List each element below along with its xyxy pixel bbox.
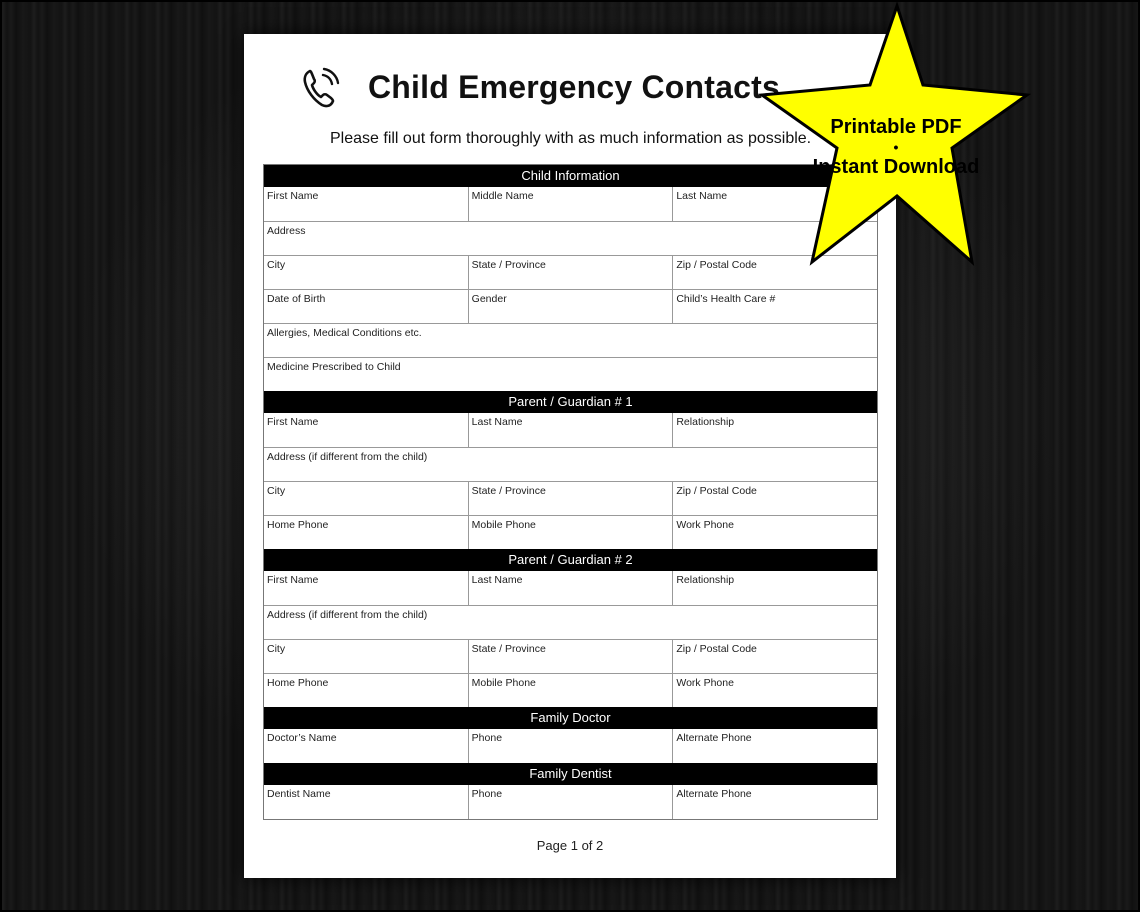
badge-separator: • (893, 139, 899, 155)
page-title: Child Emergency Contacts (368, 68, 781, 105)
form-field[interactable]: Child’s Health Care # (672, 290, 877, 323)
page-number: Page 1 of 2 (536, 838, 604, 853)
form-row (264, 357, 877, 391)
form-row (264, 571, 877, 605)
form-field[interactable]: Home Phone (267, 519, 329, 531)
phone-ringing-icon (302, 66, 340, 108)
form-field[interactable]: Last Name (672, 187, 877, 221)
form-field[interactable]: Last Name (468, 413, 673, 447)
form-field[interactable]: City (267, 259, 286, 271)
form-field[interactable]: Zip / Postal Code (672, 256, 877, 289)
form-field[interactable]: Work Phone (672, 516, 877, 549)
form-field[interactable]: Alternate Phone (672, 729, 877, 763)
badge-line-printable: Printable PDF (830, 116, 962, 138)
form-field[interactable]: Doctor’s Name (267, 732, 337, 744)
form-field[interactable]: Relationship (672, 571, 877, 605)
form-row (264, 289, 877, 323)
form-row (264, 323, 877, 357)
form-field[interactable]: Work Phone (672, 674, 877, 707)
form-field[interactable]: Mobile Phone (468, 516, 673, 549)
form-row (264, 639, 877, 673)
form-field[interactable]: City (267, 485, 286, 497)
form-field[interactable]: State / Province (468, 640, 673, 673)
section-heading: Family Dentist (264, 763, 877, 785)
form-field[interactable]: Middle Name (468, 187, 673, 221)
form-row (264, 605, 877, 639)
form-field[interactable]: Zip / Postal Code (672, 482, 877, 515)
form-field[interactable]: Mobile Phone (468, 674, 673, 707)
form-field[interactable]: Address (if different from the child) (267, 451, 428, 463)
form-field[interactable]: Phone (468, 729, 673, 763)
form-field[interactable]: Dentist Name (267, 788, 331, 800)
form-row (264, 673, 877, 707)
form-field[interactable]: Address (if different from the child) (267, 609, 428, 621)
form-row (264, 729, 877, 763)
section-heading: Family Doctor (264, 707, 877, 729)
form-row (264, 447, 877, 481)
form-field[interactable]: Alternate Phone (672, 785, 877, 819)
form-field[interactable]: Last Name (468, 571, 673, 605)
form-row (264, 413, 877, 447)
section-heading: Parent / Guardian # 1 (264, 391, 877, 413)
form-row (264, 515, 877, 549)
form-field[interactable]: Allergies, Medical Conditions etc. (267, 327, 422, 339)
form-field[interactable]: Phone (468, 785, 673, 819)
form-field[interactable]: Medicine Prescribed to Child (267, 361, 401, 373)
form-field[interactable]: Zip / Postal Code (672, 640, 877, 673)
form-field[interactable]: First Name (267, 190, 319, 202)
form-field[interactable]: Date of Birth (267, 293, 326, 305)
form-field[interactable]: City (267, 643, 286, 655)
form-field[interactable]: Relationship (672, 413, 877, 447)
badge-line-download: Instant Download (812, 156, 980, 178)
form-field[interactable]: Home Phone (267, 677, 329, 689)
section-heading: Child Information (264, 165, 877, 187)
form-field[interactable]: First Name (267, 574, 319, 586)
title-block (302, 64, 780, 110)
form-row (264, 785, 877, 819)
section-heading: Parent / Guardian # 2 (264, 549, 877, 571)
form-field[interactable]: State / Province (468, 482, 673, 515)
form-field[interactable]: First Name (267, 416, 319, 428)
form-row (264, 481, 877, 515)
page-subtitle: Please fill out form thoroughly with as much information as possible. (330, 130, 812, 147)
form-field[interactable]: Gender (468, 290, 673, 323)
form-field[interactable]: Address (267, 225, 306, 237)
badge-text (790, 112, 1002, 182)
form-field[interactable]: State / Province (468, 256, 673, 289)
